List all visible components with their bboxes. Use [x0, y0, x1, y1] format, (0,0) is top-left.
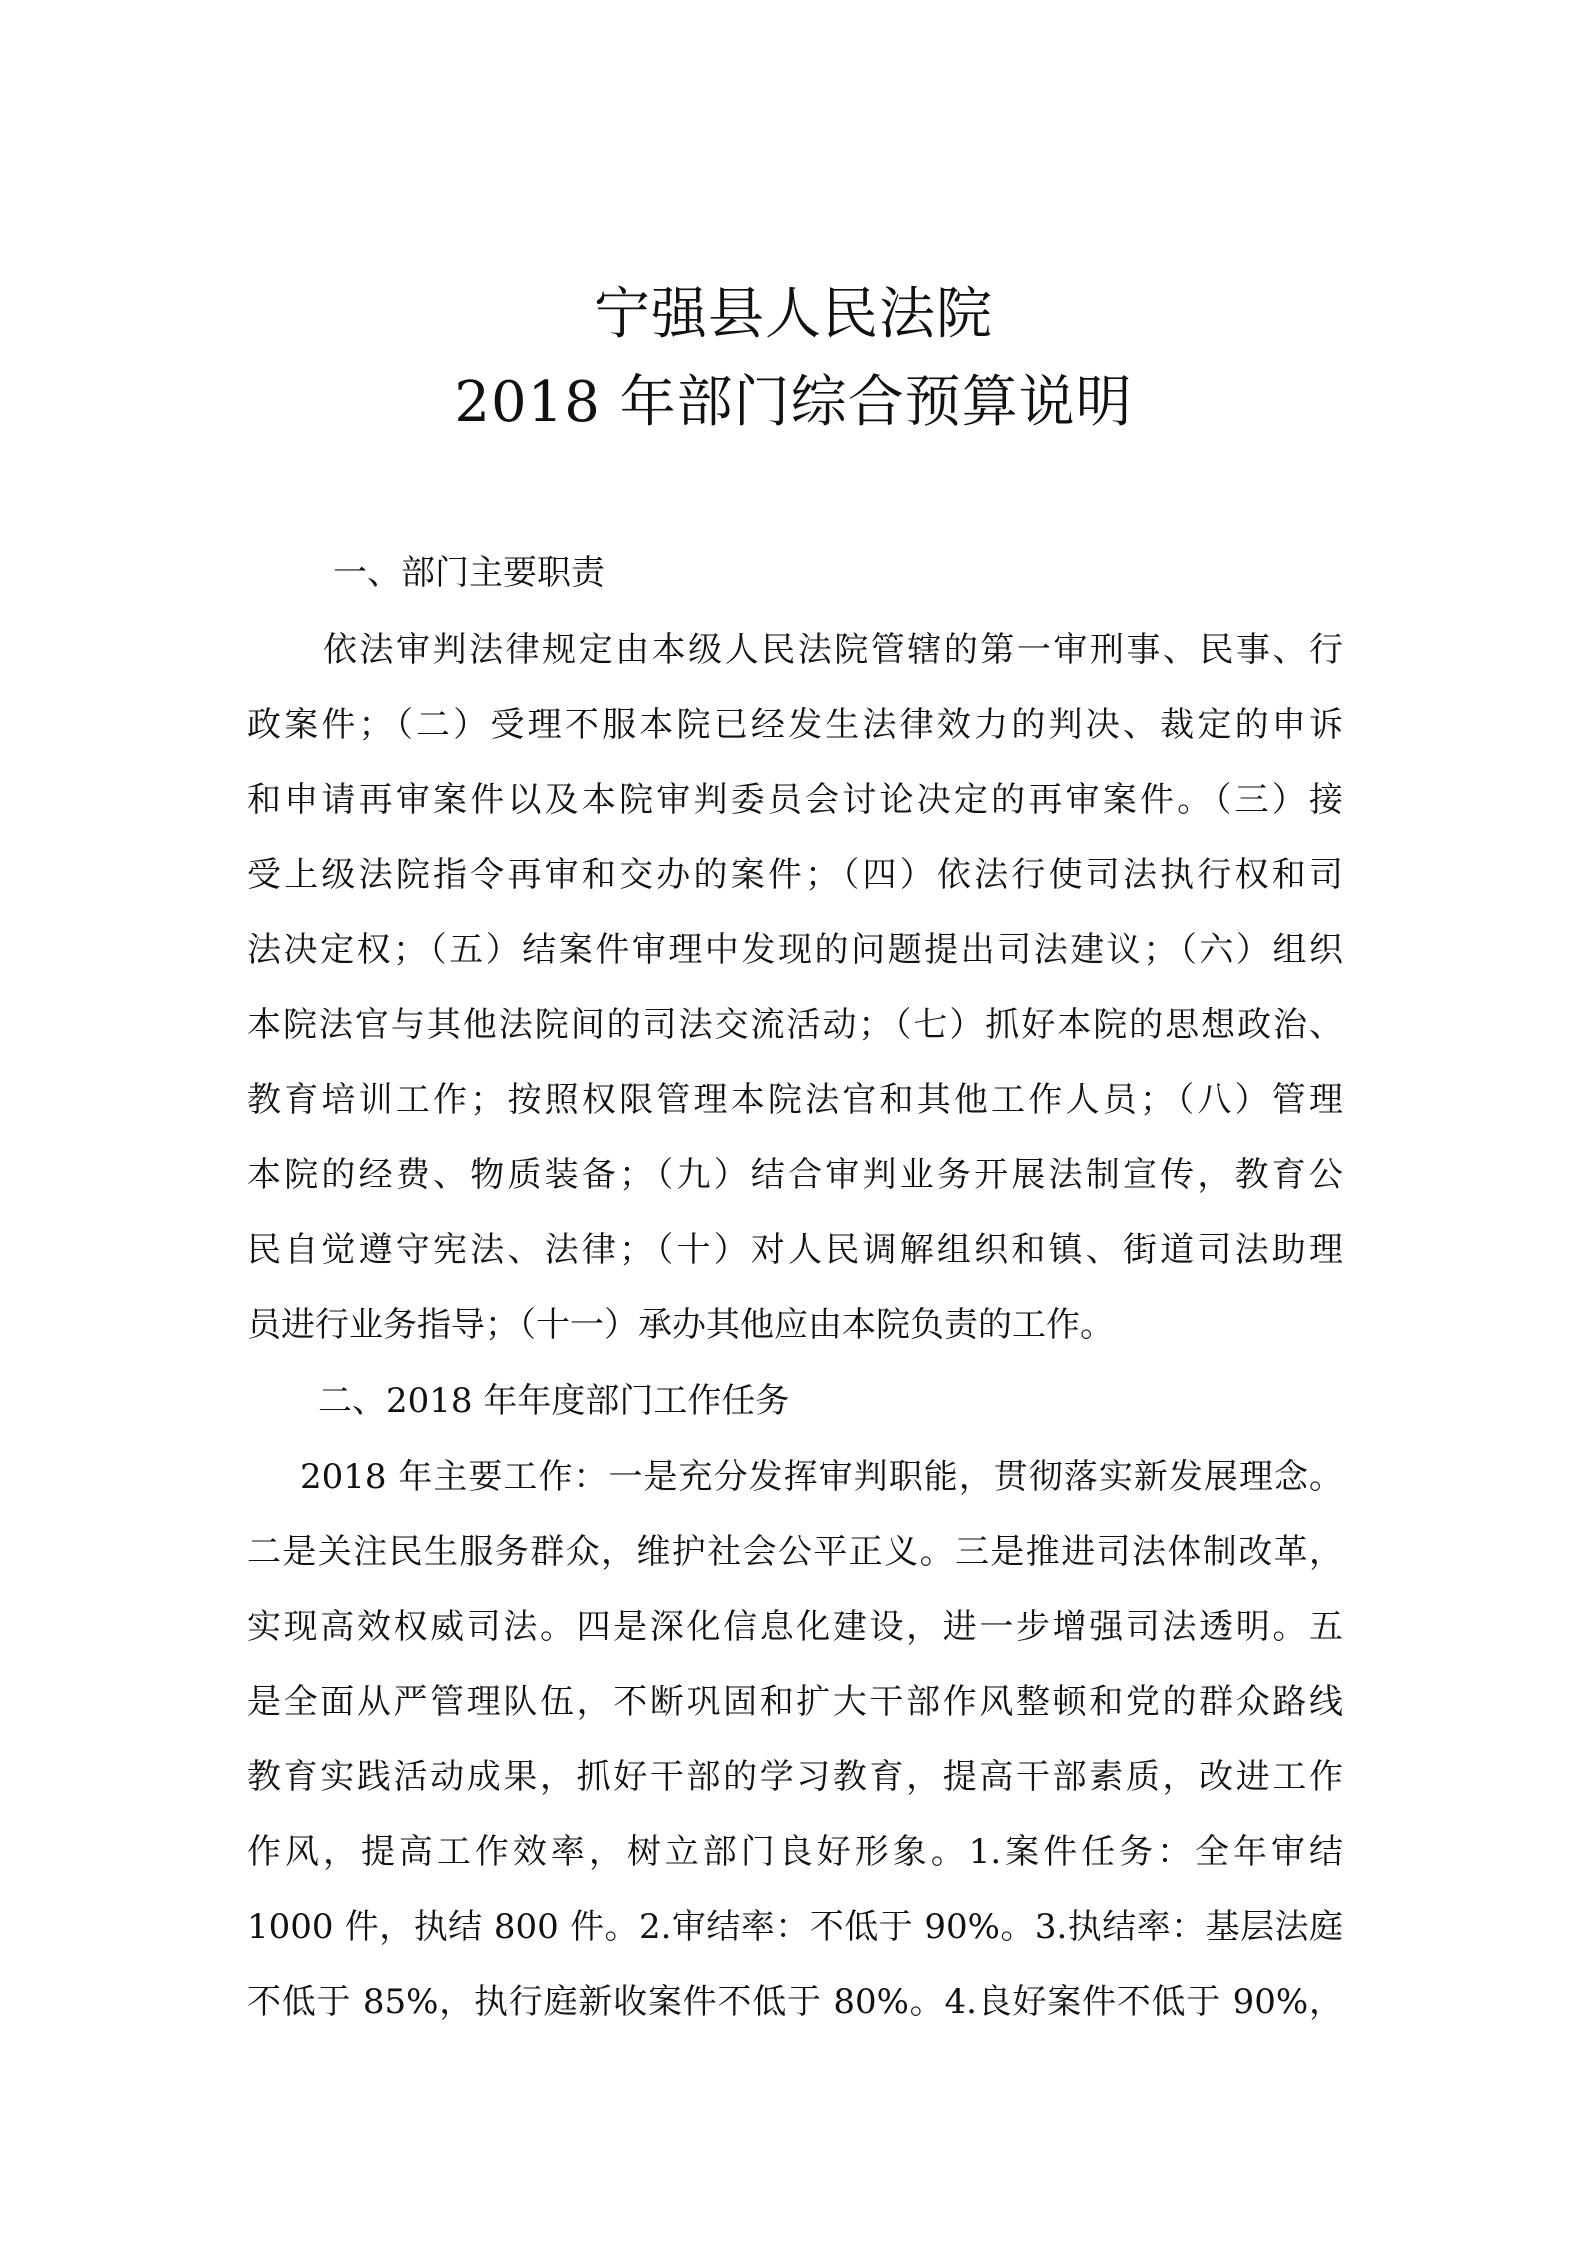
- paragraph-line: 教育实践活动成果，抓好干部的学习教育，提高干部素质，改进工作: [247, 1757, 1343, 1797]
- paragraph-line: 民自觉遵守宪法、法律；（十）对人民调解组织和镇、街道司法助理: [247, 1230, 1343, 1270]
- paragraph-line: 不低于 85%，执行庭新收案件不低于 80%。4.良好案件不低于 90%，: [247, 1982, 1343, 2022]
- paragraph-line: 本院法官与其他法院间的司法交流活动；（七）抓好本院的思想政治、: [247, 1005, 1343, 1045]
- paragraph-line: 政案件；（二）受理不服本院已经发生法律效力的判决、裁定的申诉: [247, 705, 1343, 745]
- paragraph-line: 受上级法院指令再审和交办的案件；（四）依法行使司法执行权和司: [247, 855, 1343, 895]
- paragraph-line: 本院的经费、物质装备；（九）结合审判业务开展法制宣传，教育公: [247, 1155, 1343, 1195]
- document-subtitle: 2018 年部门综合预算说明: [454, 370, 1133, 435]
- paragraph-line: 教育培训工作；按照权限管理本院法官和其他工作人员；（八）管理: [247, 1080, 1343, 1120]
- paragraph-line: 依法审判法律规定由本级人民法院管辖的第一审刑事、民事、行: [323, 630, 1343, 670]
- section-heading-tasks: 二、2018 年年度部门工作任务: [318, 1381, 790, 1421]
- paragraph-line: 是全面从严管理队伍，不断巩固和扩大干部作风整顿和党的群众路线: [247, 1682, 1343, 1722]
- paragraph-line: 2018 年主要工作：一是充分发挥审判职能，贯彻落实新发展理念。: [300, 1457, 1343, 1497]
- paragraph-line: 实现高效权威司法。四是深化信息化建设，进一步增强司法透明。五: [247, 1607, 1343, 1647]
- paragraph-line: 员进行业务指导；（十一）承办其他应由本院负责的工作。: [247, 1305, 1114, 1345]
- paragraph-line: 和申请再审案件以及本院审判委员会讨论决定的再审案件。（三）接: [247, 780, 1343, 820]
- paragraph-line: 1000 件，执结 800 件。2.审结率：不低于 90%。3.执结率：基层法庭: [247, 1907, 1343, 1947]
- paragraph-line: 作风，提高工作效率，树立部门良好形象。1.案件任务：全年审结: [247, 1832, 1343, 1872]
- document-title: 宁强县人民法院: [594, 282, 993, 347]
- section-heading-duties: 一、部门主要职责: [333, 553, 605, 593]
- paragraph-line: 二是关注民生服务群众，维护社会公平正义。三是推进司法体制改革，: [247, 1532, 1343, 1572]
- paragraph-line: 法决定权；（五）结案件审理中发现的问题提出司法建议；（六）组织: [247, 930, 1343, 970]
